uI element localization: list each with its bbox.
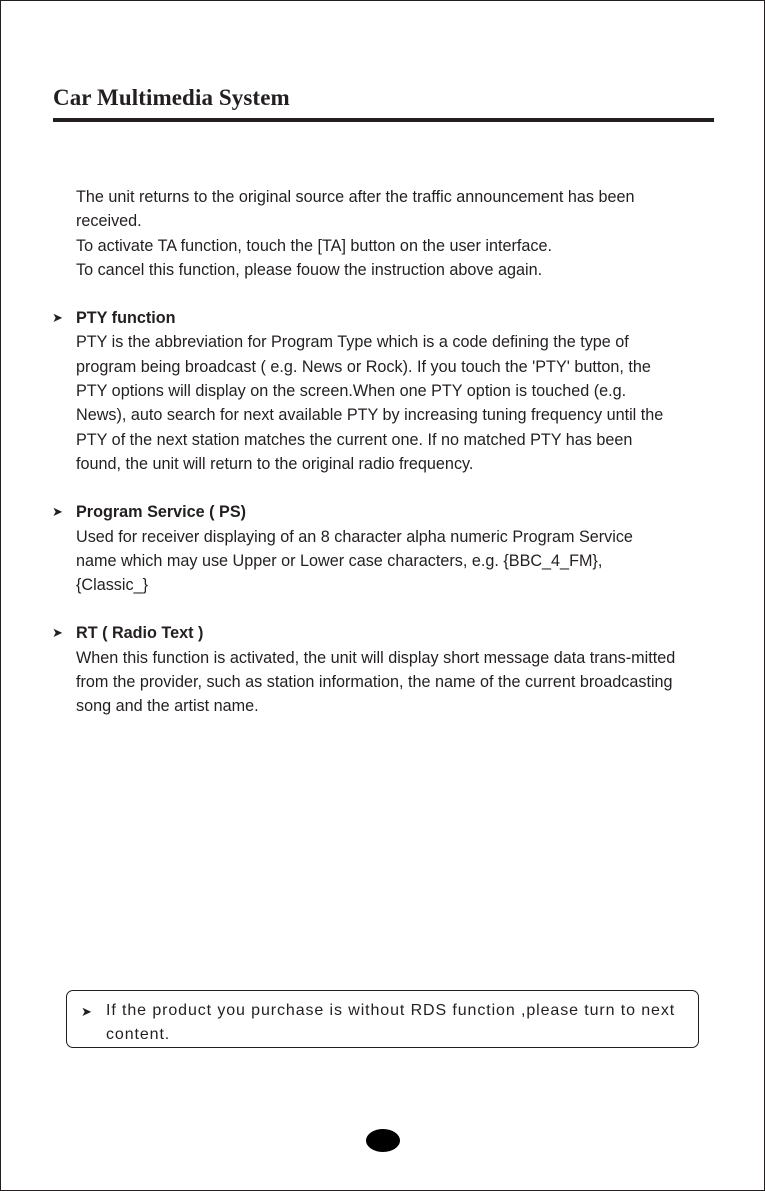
section-heading-text: Program Service ( PS) xyxy=(76,503,247,522)
section-program-service xyxy=(52,500,676,597)
arrow-bullet-icon: ➤ xyxy=(81,1004,92,1019)
section-body: Used for receiver displaying of an 8 character alpha numeric Program Service name which may use Upper or Lower case characters, e.g. {BBC_4_FM}, {Classic_} xyxy=(76,527,633,595)
section-pty-function xyxy=(52,306,676,476)
intro-paragraph xyxy=(76,185,676,282)
section-heading-text: PTY function xyxy=(76,309,176,328)
rds-note-box xyxy=(66,990,699,1048)
section-radio-text xyxy=(52,621,676,718)
main-content xyxy=(52,185,676,719)
rds-note-text: If the product you purchase is without RDS function ,please turn to next content. xyxy=(106,1002,676,1043)
arrow-bullet-icon: ➤ xyxy=(52,310,63,326)
arrow-bullet-icon: ➤ xyxy=(52,504,63,520)
section-heading xyxy=(52,306,676,330)
intro-line: The unit returns to the original source after the traffic announcement has been received. xyxy=(76,188,635,231)
section-heading xyxy=(52,500,676,524)
page-number-marker xyxy=(366,1129,400,1152)
intro-line: To cancel this function, please fouow the instruction above again. xyxy=(76,260,543,279)
section-body: When this function is activated, the unit will display short message data trans-mitted from the provider, such as station information, the name of the current broadcasting song and the artist name. xyxy=(76,648,676,716)
section-heading xyxy=(52,621,676,645)
section-heading-text: RT ( Radio Text ) xyxy=(76,624,204,643)
intro-line: To activate TA function, touch the [TA] button on the user interface. xyxy=(76,236,553,255)
section-body: PTY is the abbreviation for Program Type which is a code defining the type of program being broadcast ( e.g. News or Rock). If you touch the 'PTY' button, the PTY options will display on the screen.When one PTY option is touched (e.g. News), auto search for next available PTY by increasing tuning frequency until the PTY of the next station matches the current one. If no matched PTY has been found, the unit will return to the original radio frequency. xyxy=(76,333,664,473)
arrow-bullet-icon: ➤ xyxy=(52,625,63,641)
page-header-title: Car Multimedia System xyxy=(53,85,290,110)
header-divider xyxy=(53,118,714,122)
